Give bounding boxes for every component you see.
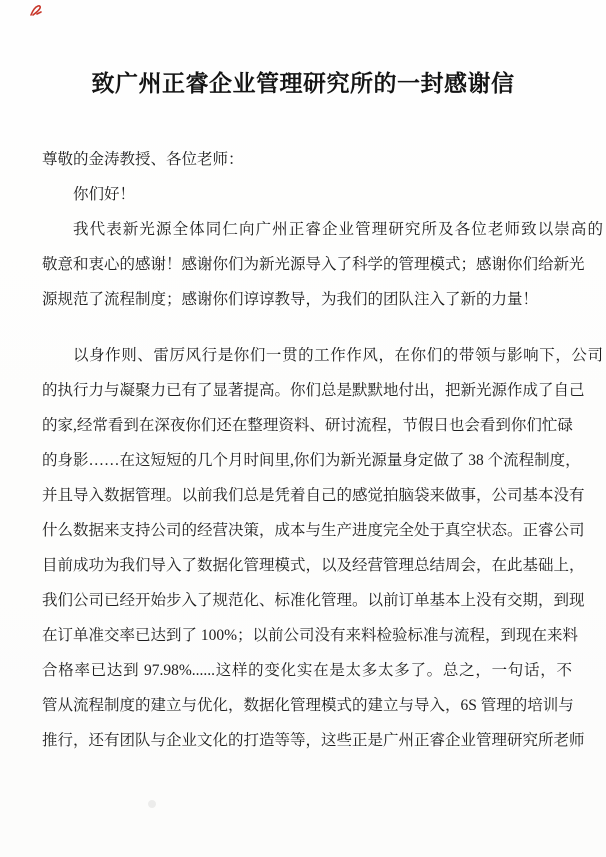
text-line: 敬意和衷心的感谢！感谢你们为新光源导入了科学的管理模式；感谢你们给新光: [42, 255, 585, 273]
paragraph: [42, 212, 603, 317]
text-line: 推行，还有团队与企业文化的打造等等，这些正是广州正睿企业管理研究所老师: [42, 731, 585, 749]
text-line: 源规范了流程制度；感谢你们谆谆教导，为我们的团队注入了新的力量！: [42, 290, 539, 308]
letter-body: [42, 142, 603, 758]
text-line: 在订单准交率已达到了 100%；以前公司没有来料检验标准与流程，到现在来料: [42, 626, 579, 644]
text-line: 的执行力与凝聚力已有了显著提高。你们总是默默地付出，把新光源作成了自己: [42, 381, 585, 399]
text-line: 并且导入数据管理。以前我们总是凭着自己的感觉拍脑袋来做事，公司基本没有: [42, 486, 585, 504]
letter-title: 致广州正睿企业管理研究所的一封感谢信: [91, 71, 515, 96]
red-corner-mark: [28, 4, 44, 18]
text-line: 的身影……在这短短的几个月时间里,你们为新光源量身定做了 38 个流程制度，: [42, 451, 581, 469]
paragraph: [42, 177, 572, 212]
text-line: 的家,经常看到在深夜你们还在整理资料、研讨流程，节假日也会看到你们忙碌: [42, 416, 573, 434]
text-line: 我代表新光源全体同仁向广州正睿企业管理研究所及各位老师致以崇高的: [73, 220, 603, 238]
text-line: 我们公司已经开始步入了规范化、标准化管理。以前订单基本上没有交期，到现: [42, 591, 585, 609]
text-line: 什么数据来支持公司的经营决策，成本与生产进度完全处于真空状态。正睿公司: [42, 521, 585, 539]
text-line: 合格率已达到 97.98%......这样的变化实在是太多太多了。总之，一句话，不: [42, 661, 572, 679]
text-line: 目前成功为我们导入了数据化管理模式，以及经营管理总结周会，在此基础上，: [42, 556, 585, 574]
paragraph: [42, 142, 572, 177]
scan-smudge: [148, 800, 156, 808]
text-line: 管从流程制度的建立与优化，数据化管理模式的建立与导入，6S 管理的培训与: [42, 696, 574, 714]
paragraph: [42, 338, 603, 758]
text-line: 你们好！: [73, 185, 136, 203]
text-line: 以身作则、雷厉风行是你们一贯的工作作风，在你们的带领与影响下，公司: [73, 346, 603, 364]
text-line: 尊敬的金涛教授、各位老师：: [42, 150, 244, 168]
